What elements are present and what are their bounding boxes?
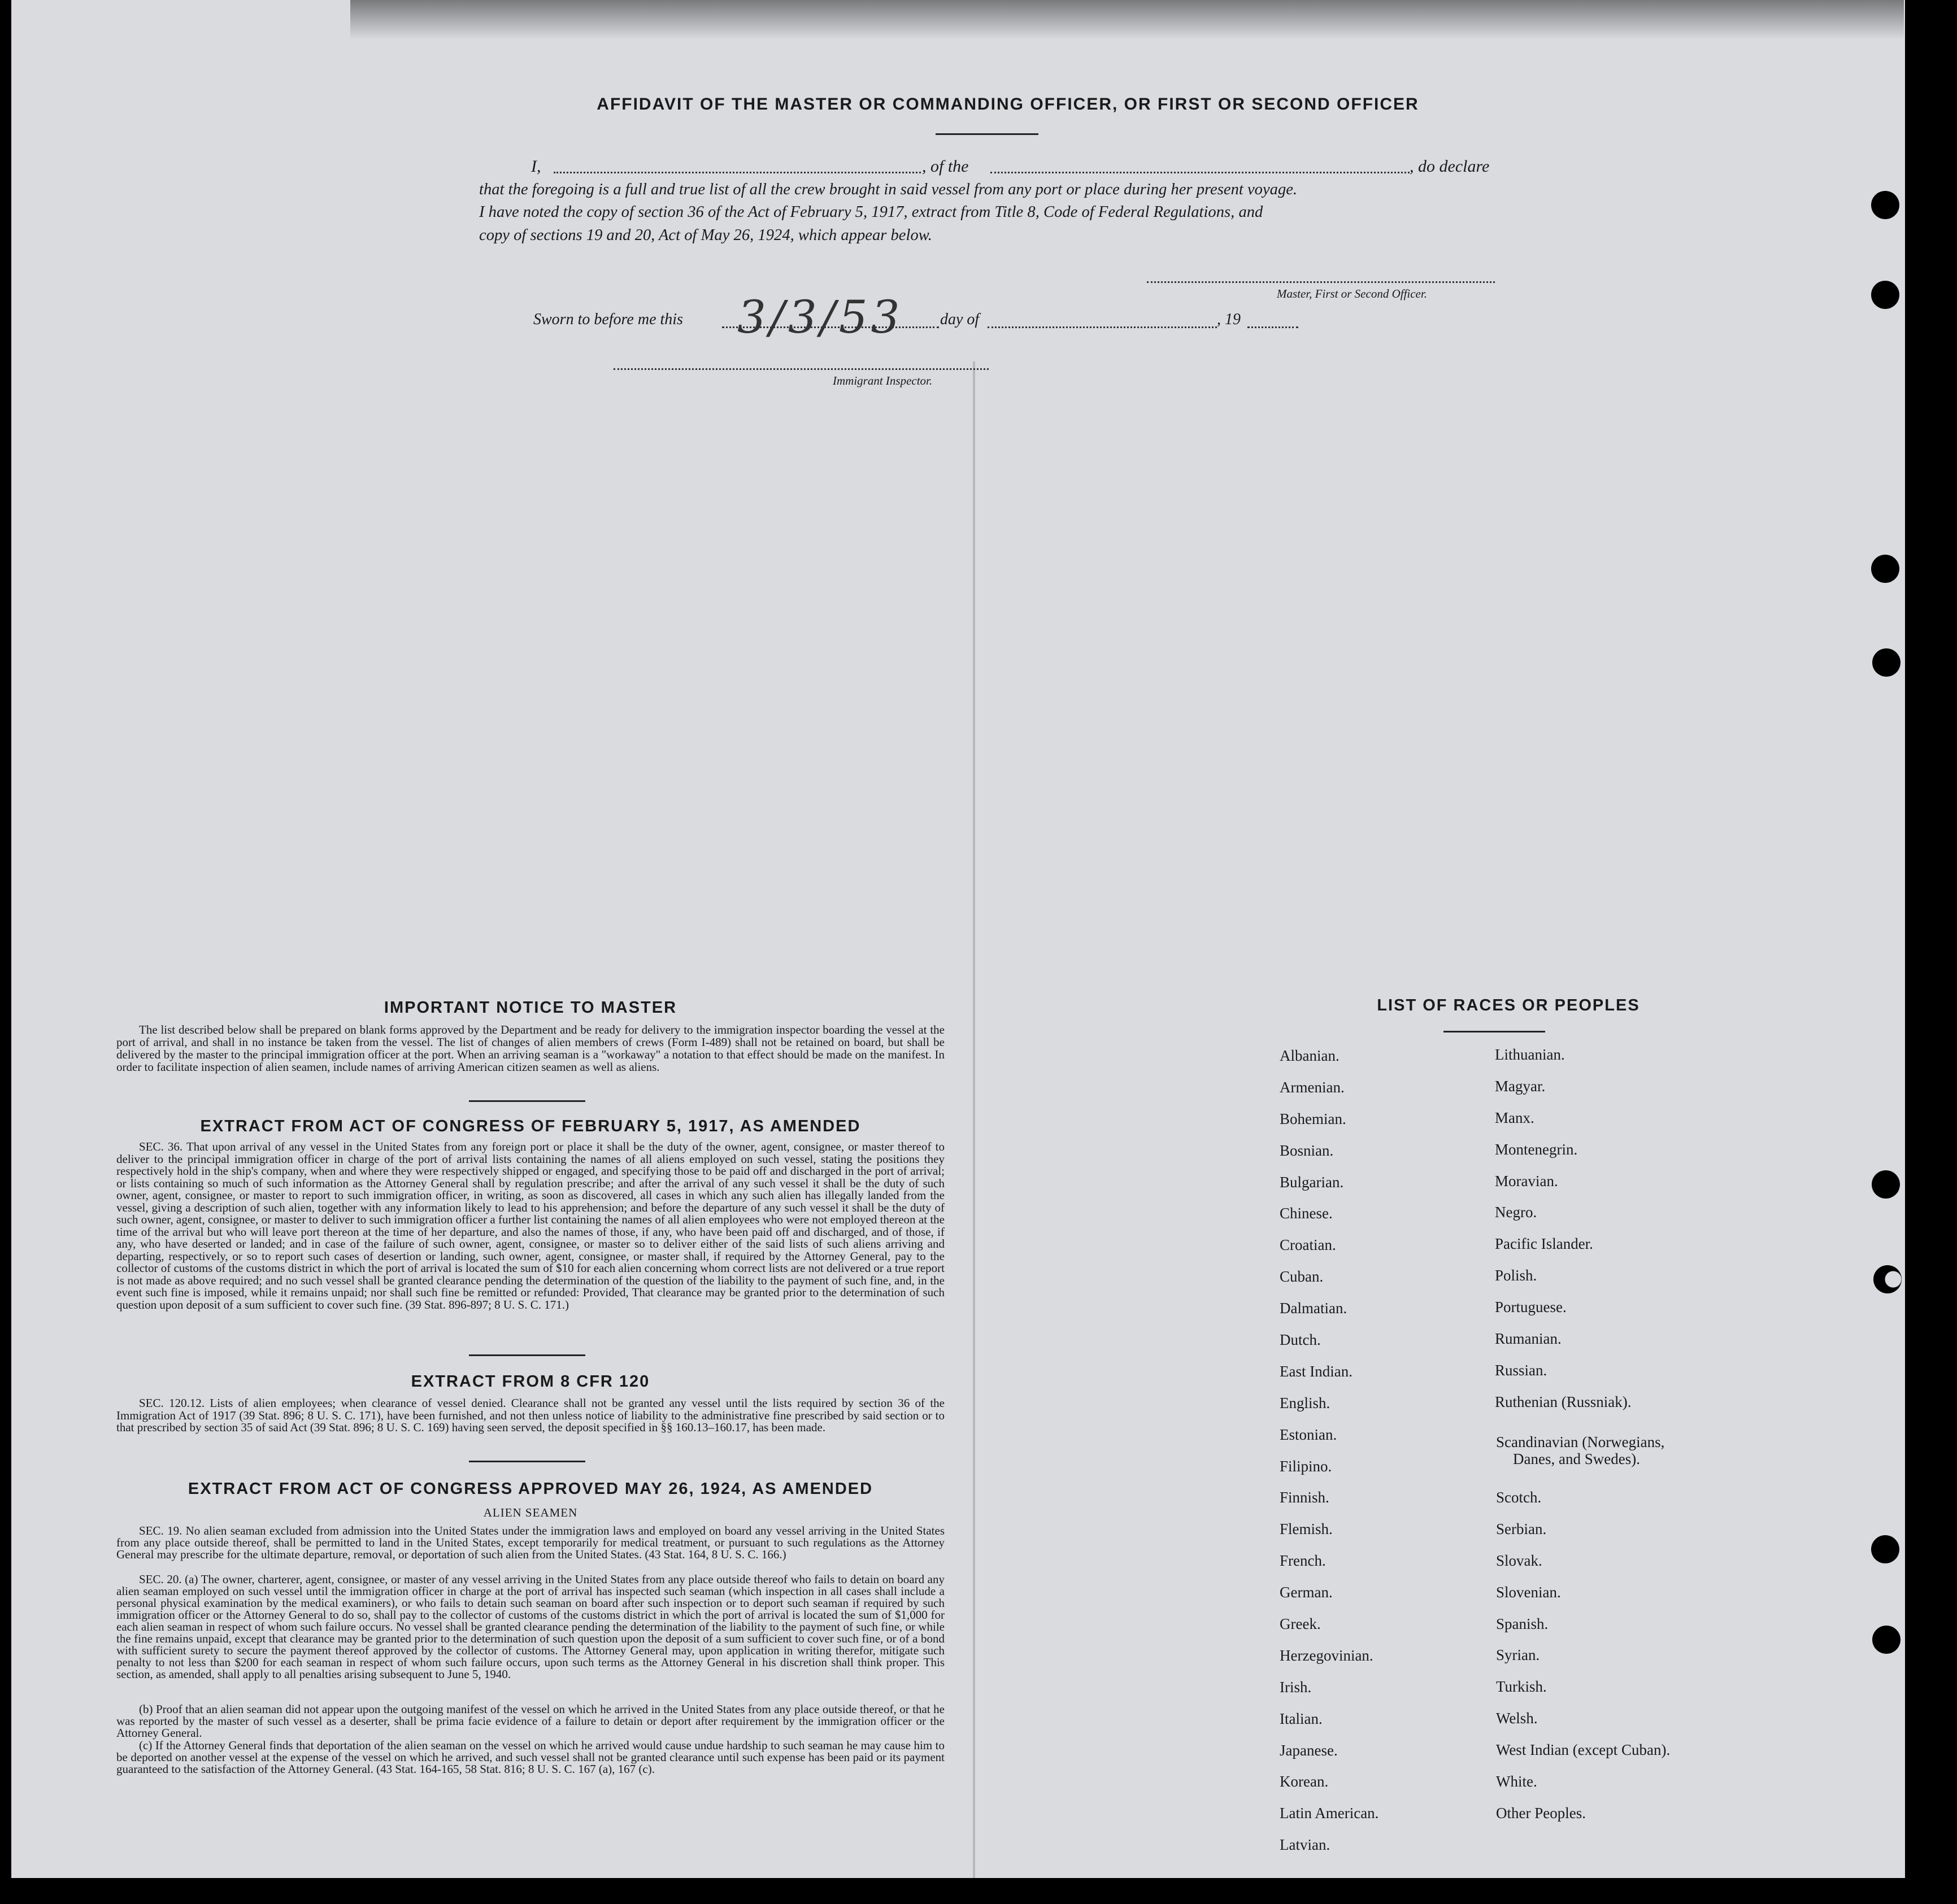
notice-body: The list described below shall be prepared on blank forms approved by the Department and be ready for delivery to the immigration inspector boarding the vessel at the port of arrival, and shall in no instance be taken from the vessel. The list of changes of alien members of crews (Form I-489) shall not be retained on board, but shall be delivered by the master to the principal immigration officer at the port. When an arriving seaman is a "workaway" a notation to that effect should be made on the manifest. In order to facilitate inspection of alien seamen, include names of arriving American citizen seamen as well as aliens. [116, 1023, 945, 1074]
punch-hole-icon [1871, 555, 1899, 583]
race-item: Serbian. [1496, 1520, 1547, 1537]
notice-title: IMPORTANT NOTICE TO MASTER [384, 999, 677, 1017]
race-item: Magyar. [1495, 1077, 1546, 1095]
race-item: Other Peoples. [1496, 1804, 1586, 1822]
race-item-scandinavian-2: Danes, and Swedes). [1513, 1450, 1640, 1467]
affidavit-title: AFFIDAVIT OF THE MASTER OR COMMANDING OFFICER, OR FIRST OR SECOND OFFICER [597, 95, 1419, 114]
race-item: Scotch. [1496, 1489, 1542, 1506]
extract-1924-title: EXTRACT FROM ACT OF CONGRESS APPROVED MAY 26, 1924, AS AMENDED [188, 1480, 873, 1498]
inspector-caption: Immigrant Inspector. [833, 374, 933, 387]
race-item: Croatian. [1280, 1236, 1336, 1254]
race-item: Montenegrin. [1495, 1140, 1578, 1158]
punch-hole-icon [1872, 1626, 1901, 1654]
handwritten-date: 3/3/53 [737, 291, 903, 343]
punch-hole-icon [1873, 1265, 1902, 1293]
form-sheet [11, 0, 1905, 1878]
race-item: Welsh. [1496, 1710, 1538, 1727]
races-title: LIST OF RACES OR PEOPLES [1377, 996, 1640, 1014]
races-column-2a [1495, 1039, 1631, 1418]
punch-hole-icon [1872, 648, 1901, 677]
race-item: German. [1280, 1584, 1333, 1601]
punch-hole-icon [1871, 281, 1899, 309]
races-column-2b [1496, 1482, 1670, 1829]
month-field-line[interactable] [988, 326, 1217, 328]
race-item: Portuguese. [1495, 1299, 1567, 1316]
race-item: Cuban. [1280, 1268, 1324, 1286]
races-rule [1443, 1031, 1545, 1032]
race-item-scandinavian-1: Scandinavian (Norwegians, [1496, 1434, 1665, 1450]
race-item: East Indian. [1280, 1362, 1352, 1380]
race-item: Italian. [1280, 1710, 1323, 1727]
race-item: English. [1280, 1394, 1330, 1411]
race-item: Pacific Islander. [1495, 1235, 1593, 1253]
race-item: Japanese. [1280, 1741, 1338, 1759]
races-column-1 [1280, 1040, 1378, 1861]
sworn-label: Sworn to before me this [533, 311, 683, 328]
race-item: Bosnian. [1280, 1141, 1334, 1159]
race-item: Manx. [1495, 1109, 1534, 1126]
master-caption: Master, First or Second Officer. [1277, 287, 1427, 300]
affidavit-of-the: , of the [922, 157, 969, 176]
affidavit-line-4: copy of sections 19 and 20, Act of May 26, 1924, which appear below. [479, 226, 932, 244]
extract-cfr-body: SEC. 120.12. Lists of alien employees; when clearance of vessel denied. Clearance shall not be granted any vessel until the lists required by section 36 of the Immigration Act of 1917 (39 Stat. 896; 8 U. S. C. 171), have been furnished, and not then unless notice of liability to the administrative fine prescribed by said section or to that prescribed by section 35 of said Act (39 Stat. 896; 8 U. S. C. 169) having seen served, the deposit specified in §§ 160.13–160.17, has been made. [116, 1396, 945, 1434]
race-item: Estonian. [1280, 1426, 1337, 1443]
race-item: Finnish. [1280, 1489, 1329, 1506]
race-item: Albanian. [1280, 1047, 1340, 1064]
race-item: White. [1496, 1773, 1537, 1790]
affidavit-do-declare: , do declare [1410, 157, 1490, 176]
extract-1924-subtitle: ALIEN SEAMEN [483, 1506, 578, 1519]
inspector-signature-line[interactable] [614, 368, 989, 370]
scan-shadow [350, 0, 1904, 40]
extract-1917-body: SEC. 36. That upon arrival of any vessel in the United States from any foreign port or place it shall be the duty of the owner, agent, consignee, or master thereof to deliver to the principal immigration officer in charge of the port of arrival lists containing the names of all aliens employed on such vessel, stating the positions they respectively hold in the ship's company, when and where they were respectively shipped or engaged, and specifying those to be paid off and discharged in the port of arrival; or lists containing so much of such information as the Attorney General shall by regulation prescribe; and after the arrival of any such vessel it shall be the duty of such owner, agent, consignee, or master to report to such immigration officer, in writing, as soon as discovered, all cases in which any such alien has illegally landed from the vessel, giving a description of such alien, together with any information likely to lead to his apprehension; and before the departure of any such vessel it shall be the duty of such owner, agent, consignee, or master to deliver to such immigration officer a further list containing the names of all alien employees who were not employed thereon at the time of the arrival but who will leave port thereon at the time of her departure, and also the names of those, if any, who have been paid off and discharged, and of those, if any, who have deserted or landed; and in case of the failure of such owner, agent, consignee, or master so to deliver either of the said lists of such aliens arriving and departing, respectively, or so to report such cases of desertion or landing, such owner, agent, consignee, or master shall, if required by the Attorney General, pay to the collector of customs of the customs district in which the port of arrival is located the sum of $10 for each alien concerning whom correct lists are not delivered or a true report is not made as above required; and no such vessel shall be granted clearance pending the determination of the question of the liability to the payment of such fine, and, in the event such fine is imposed, while it remains unpaid; nor shall such fine be remitted or refunded: Provided, That clearance may be granted prior to the determination of such question upon deposit of a sum sufficient to cover such fine. (39 Stat. 896-897; 8 U. S. C. 171.) [116, 1140, 945, 1312]
race-item: Irish. [1280, 1678, 1312, 1696]
affidavit-line-2: that the foregoing is a full and true list of all the crew brought in said vessel from any port or place during her present voyage. [479, 181, 1298, 198]
race-item: Spanish. [1496, 1615, 1549, 1632]
race-item: Syrian. [1496, 1646, 1540, 1664]
year-prefix: , 19 [1217, 311, 1241, 328]
race-item: Flemish. [1280, 1520, 1333, 1538]
race-item: Ruthenian (Russniak). [1495, 1393, 1632, 1410]
year-field-line[interactable] [1247, 326, 1298, 328]
race-item: Moravian. [1495, 1172, 1558, 1190]
race-item: Rumanian. [1495, 1330, 1562, 1348]
race-item: Slovenian. [1496, 1583, 1561, 1601]
race-item: Latin American. [1280, 1805, 1379, 1822]
race-item: Turkish. [1496, 1678, 1547, 1696]
race-item: Lithuanian. [1495, 1046, 1565, 1063]
race-item: Latvian. [1280, 1836, 1330, 1854]
extract-cfr-rule [469, 1461, 585, 1462]
race-item: Dalmatian. [1280, 1300, 1347, 1317]
race-item: Bulgarian. [1280, 1173, 1344, 1191]
race-item: Greek. [1280, 1615, 1321, 1633]
punch-hole-icon [1871, 191, 1899, 219]
title-rule [936, 133, 1038, 135]
fold-line [973, 361, 975, 1878]
extract-1924-sec19: SEC. 19. No alien seaman excluded from admission into the United States under the immigration laws and employed on board any vessel arriving in the United States from any place outside thereof, shall be permitted to land in the United States, except temporarily for medical treatment, or pursuant to such regulations as the Attorney General may prescribe for the ultimate departure, removal, or deportation of such alien from the United States. (43 Stat. 164, 8 U. S. C. 166.) [116, 1524, 945, 1561]
day-of-label: day of [940, 311, 980, 328]
race-item: Filipino. [1280, 1457, 1332, 1475]
race-item: Herzegovinian. [1280, 1646, 1373, 1664]
race-item: Dutch. [1280, 1331, 1321, 1349]
master-signature-line[interactable] [1147, 281, 1495, 283]
affidavit-line-3: I have noted the copy of section 36 of the Act of February 5, 1917, extract from Title 8, Code of Federal Regulations, and [479, 203, 1263, 221]
race-item: Russian. [1495, 1361, 1547, 1379]
race-item: Polish. [1495, 1267, 1537, 1284]
race-item: Negro. [1495, 1204, 1537, 1221]
punch-hole-icon [1871, 1535, 1899, 1563]
extract-1917-title: EXTRACT FROM ACT OF CONGRESS OF FEBRUARY 5, 1917, AS AMENDED [200, 1117, 861, 1135]
extract-1917-rule [469, 1354, 585, 1356]
race-item: Bohemian. [1280, 1110, 1346, 1127]
race-item: French. [1280, 1552, 1326, 1570]
race-item: Chinese. [1280, 1205, 1333, 1222]
extract-cfr-title: EXTRACT FROM 8 CFR 120 [411, 1373, 650, 1391]
extract-1924-sec20c: (c) If the Attorney General finds that deportation of the alien seaman on the vessel on which he arrived would cause undue hardship to such seaman he may cause him to be deported on another vessel at the expense of the vessel on which he arrived, and such vessel shall not be granted clearance until such expense has been paid or its payment guaranteed to the satisfaction of the Attorney General. (43 Stat. 164-165, 58 Stat. 816; 8 U. S. C. 167 (a), 167 (c). [116, 1739, 945, 1776]
race-item: Korean. [1280, 1773, 1329, 1790]
vessel-field-line[interactable] [990, 172, 1410, 173]
race-item: Armenian. [1280, 1078, 1345, 1096]
extract-1924-sec20b: (b) Proof that an alien seaman did not appear upon the outgoing manifest of the vessel on which he arrived in the United States from any place outside thereof, or that he was reported by the master of such vessel as a deserter, shall be prima facie evidence of a failure to detain or deport after requirement by the immigration officer or the Attorney General. [116, 1702, 945, 1740]
name-field-line[interactable] [554, 172, 921, 173]
punch-hole-icon [1872, 1170, 1900, 1199]
extract-1924-sec20a: SEC. 20. (a) The owner, charterer, agent, consignee, or master of any vessel arriving in the United States from any place outside thereof who fails to detain on board any alien seaman employed on such vessel until the immigration officer in charge at the port of arrival has inspected such seaman (which inspection in all cases shall include a personal physical examination by the medical examiners), or who fails to detain such seaman on board after such inspection or to deport such seaman if required by such immigration officer or the Attorney General to do so, shall pay to the collector of customs of the customs district in which the port of arrival is located the sum of $1,000 for each alien seaman in respect of whom such failure occurs. No vessel shall be granted clearance pending the determination of the liability to the payment of such fine, or while the fine remains unpaid, except that clearance may be granted prior to the determination of such question upon the deposit of a sum sufficient to cover such fine, or of a bond with sufficient surety to secure the payment thereof approved by the collector of customs. The Attorney General may, upon application in writing therefor, mitigate such penalty to not less than $200 for each seaman in respect of whom such failure occurs, upon such terms as the Attorney General in his discretion shall think proper. This section, as amended, shall apply to all penalties arising subsequent to June 5, 1940. [116, 1572, 945, 1681]
race-item: Slovak. [1496, 1552, 1542, 1569]
notice-rule [469, 1100, 585, 1102]
affidavit-i-label: I, [531, 157, 541, 176]
race-item: West Indian (except Cuban). [1496, 1741, 1671, 1759]
